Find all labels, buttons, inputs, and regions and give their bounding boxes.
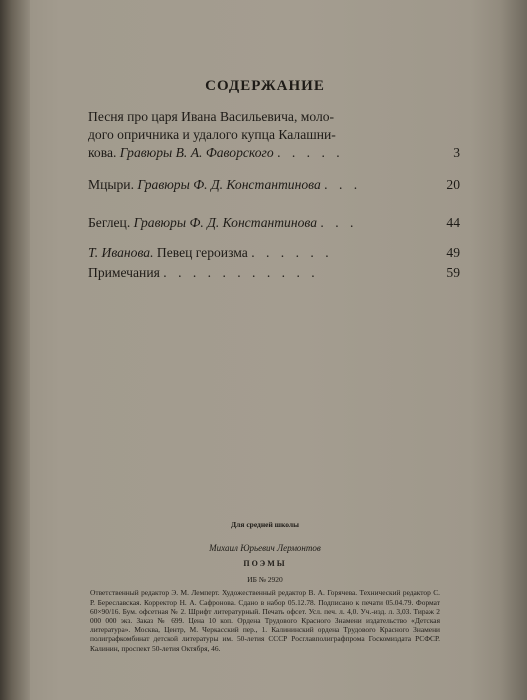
table-of-contents (88, 108, 460, 280)
dot-leader: . . . . . . . . . . . (163, 265, 319, 280)
colophon (90, 520, 440, 653)
toc-entry-essay (88, 244, 460, 262)
book-title: ПОЭМЫ (243, 559, 287, 569)
dot-leader: . . . . . . (251, 245, 333, 260)
toc-entry-mtsyri (88, 176, 460, 194)
toc-entry-beglets (88, 214, 460, 232)
toc-page-number: 59 (446, 265, 460, 280)
dot-leader: . . . . . (277, 145, 344, 160)
toc-entry-text: Песня про царя Ивана Васильевича, моло- (88, 109, 335, 124)
toc-entry-notes (88, 264, 460, 282)
toc-entry-text: кова. (88, 145, 117, 160)
toc-entry-text: Мцыри. (88, 177, 134, 192)
contents-heading: СОДЕРЖАНИЕ (205, 78, 325, 94)
dot-leader: . . . (320, 215, 358, 230)
toc-entry-author: Т. Иванова. (88, 245, 154, 260)
toc-entry-text: Примечания (88, 265, 160, 280)
toc-entry-illustrator: Гравюры Ф. Д. Константинова (133, 215, 318, 230)
toc-entry-illustrator: Гравюры В. А. Фаворского (119, 145, 274, 160)
toc-entry-text: Певец героизма (156, 245, 248, 260)
toc-page-number: 20 (446, 177, 460, 192)
book-spine-shadow (0, 0, 30, 700)
author-name: Михаил Юрьевич Лермонтов (209, 542, 321, 553)
toc-entry-text: дого опричника и удалого купца Калашни- (88, 127, 336, 142)
toc-entry-song (88, 108, 460, 162)
toc-page-number: 3 (453, 145, 460, 160)
publishing-credits: Ответственный редактор Э. М. Лемперт. Художественный редактор В. А. Горячева. Технический редактор С. Р. Береславская. Корректор Н. А. Сафронова. Сдано в набор 05.12.78. Подписано к печати 05.04.79. Формат 60×90/16. Бум. офсетная № 2. Шрифт литературный. Печать офсет. Усл. печ. л. 4,0. Уч.-изд. л. 3,03. Тираж 2 000 000 экз. Заказ № 699. Цена 10 коп. Ордена Трудового Красного Знамени издательство «Детская литература». Москва, Центр, М. Черкасский пер., 1. Калининский ордена Трудового Красного Знамени полиграфкомбинат детской литературы им. 50-летия СССР Росглавполиграфпрома Госкомиздата РСФСР. Калинин, проспект 50-летия Октября, 46. (90, 588, 440, 653)
audience-label: Для средней школы (231, 520, 299, 529)
book-page (30, 0, 500, 700)
publication-number: ИБ № 2920 (247, 574, 283, 584)
toc-page-number: 44 (446, 215, 460, 230)
toc-entry-illustrator: Гравюры Ф. Д. Константинова (137, 177, 321, 192)
toc-entry-text: Беглец. (88, 215, 131, 230)
dot-leader: . . . (324, 177, 362, 192)
toc-page-number: 49 (446, 245, 460, 260)
